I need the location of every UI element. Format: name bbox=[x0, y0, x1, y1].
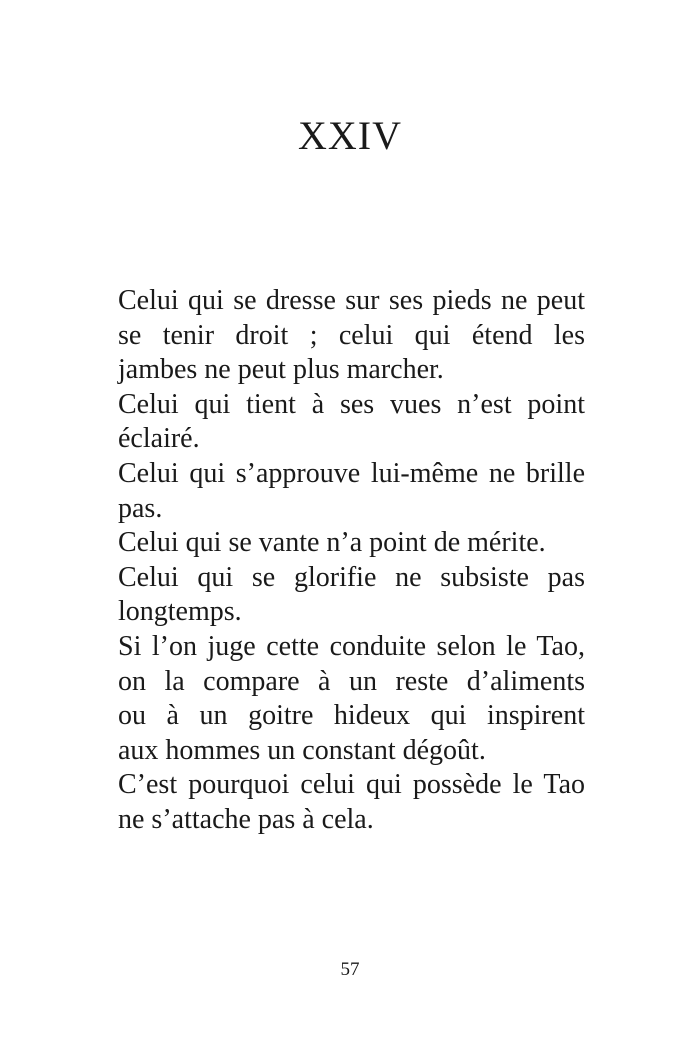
verse-paragraph bbox=[118, 284, 585, 388]
chapter-title: XXIV bbox=[298, 113, 402, 158]
verse-line: Celui qui tient à ses vues n’est point bbox=[118, 388, 585, 420]
verse-line: ne s’attache pas à cela. bbox=[118, 803, 374, 835]
verse-line: jambes ne peut plus marcher. bbox=[118, 354, 444, 386]
verse-line: se tenir droit ; celui qui étend les bbox=[118, 319, 585, 351]
verse-line: on la compare à un reste d’aliments bbox=[118, 665, 585, 697]
verse-line: ou à un goitre hideux qui inspirent bbox=[118, 700, 585, 732]
verse-list bbox=[118, 284, 585, 838]
verse-line: longtemps. bbox=[118, 596, 242, 628]
verse-paragraph bbox=[118, 457, 585, 526]
verse-paragraph bbox=[118, 768, 585, 837]
verse-paragraph bbox=[118, 526, 585, 561]
verse-line: éclairé. bbox=[118, 423, 200, 455]
verse-line: C’est pourquoi celui qui possède le Tao bbox=[118, 769, 585, 801]
verse-line: Celui qui s’approuve lui-même ne brille bbox=[118, 457, 585, 489]
verse-line: Si l’on juge cette conduite selon le Tao, bbox=[118, 630, 585, 662]
verse-line: pas. bbox=[118, 492, 163, 524]
verse-line: Celui qui se dresse sur ses pieds ne peut bbox=[118, 285, 585, 316]
verse-paragraph bbox=[118, 561, 585, 630]
verse-line: aux hommes un constant dégoût. bbox=[118, 734, 486, 766]
verse-paragraph bbox=[118, 630, 585, 768]
page-number: 57 bbox=[340, 959, 360, 980]
verse-line: Celui qui se glorifie ne subsiste pas bbox=[118, 561, 585, 593]
verse-line: Celui qui se vante n’a point de mérite. bbox=[118, 527, 546, 559]
verse-paragraph bbox=[118, 388, 585, 457]
